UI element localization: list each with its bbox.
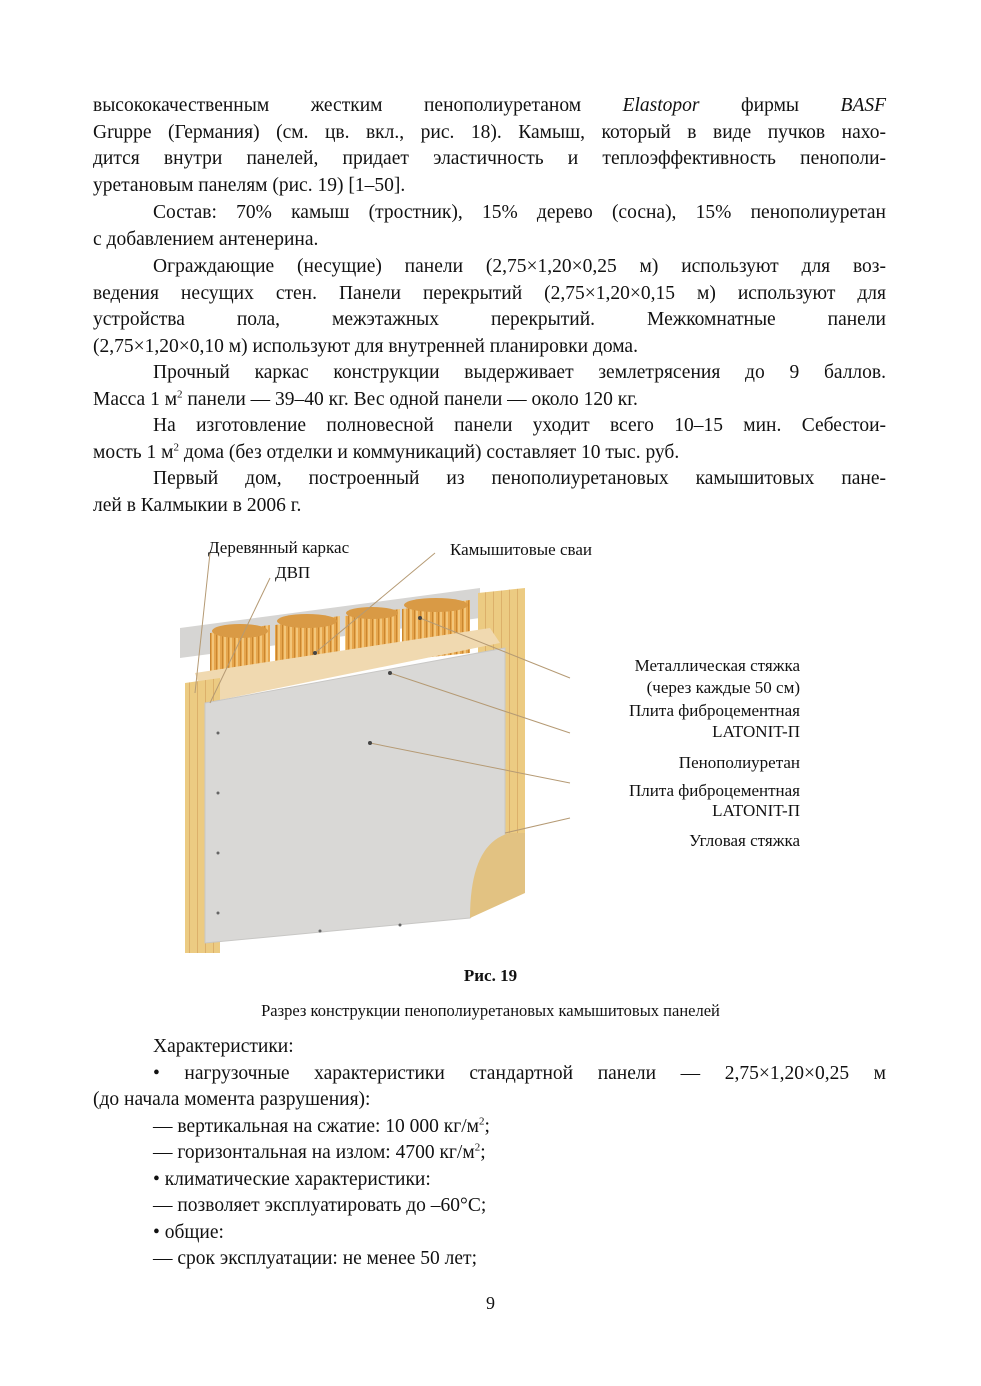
- char-line-1: • нагрузочные характеристики стандартной панели — 2,75×1,20×0,25 м: [153, 1062, 886, 1084]
- p5-line-2: мость 1 $м^2$ дома (без отделки и коммуникаций) составляет 10 тыс. руб.: [93, 441, 680, 463]
- p1-line-2: Gruppe (Германия) (см. цв. вкл., рис. 18). Камыш, который в виде пучков нахо-: [93, 121, 886, 143]
- char-line-7: • общие:: [153, 1221, 224, 1243]
- char-line-8: — срок эксплуатации: не менее 50 лет;: [153, 1248, 477, 1269]
- p1-line-4: уретановым панелям (рис. 19) [1–50].: [93, 174, 406, 196]
- label-fiber-plate-2: Плита фиброцементная: [629, 781, 800, 800]
- paragraph-4: [93, 360, 886, 413]
- char-line-6: — позволяет эксплуатировать до –60°С;: [153, 1195, 487, 1216]
- label-latonit-2: LATONIT-П: [712, 801, 800, 820]
- paragraph-5: [93, 413, 886, 466]
- p4-line-1: Прочный каркас конструкции выдерживает землетрясения до 9 баллов.: [153, 362, 886, 383]
- figure-caption: Разрез конструкции пенополиуретановых камышитовых панелей: [261, 1001, 720, 1020]
- label-latonit-1: LATONIT-П: [712, 722, 800, 741]
- char-line-5: • климатические характеристики:: [153, 1168, 431, 1190]
- p5-line-1: На изготовление полновесной панели уходит всего 10–15 мин. Себестои-: [153, 415, 886, 436]
- label-metal-tie: Металлическая стяжка: [634, 656, 800, 675]
- characteristics-block: [93, 1034, 886, 1273]
- p2-line-1: Состав: 70% камыш (тростник), 15% дерево (сосна), 15% пенополиуретан: [153, 202, 886, 223]
- label-corner-tie: Угловая стяжка: [689, 831, 800, 850]
- label-polyurethane-foam: Пенополиуретан: [678, 753, 800, 772]
- char-line-4: — горизонтальная на излом: 4700 $кг/м^2$;: [153, 1141, 486, 1163]
- figure-number: Рис. 19: [463, 966, 518, 985]
- p3-line-3: устройства пола, межэтажных перекрытий. Межкомнатные панели: [93, 309, 886, 330]
- label-metal-tie-interval: (через каждые 50 см): [646, 678, 800, 697]
- label-fiber-plate-1: Плита фиброцементная: [629, 701, 800, 720]
- char-line-3: — вертикальная на сжатие: 10 000 $кг/м^2$;: [153, 1115, 490, 1137]
- char-line-2: (до начала момента разрушения):: [93, 1089, 371, 1110]
- p6-line-1: Первый дом, построенный из пенополиуретановых камышитовых пане-: [153, 468, 886, 489]
- label-dvp: ДВП: [275, 563, 311, 582]
- paragraph-6: [93, 466, 886, 519]
- paragraph-1: [93, 93, 886, 199]
- paragraph-2: [93, 200, 886, 253]
- p1-line-1: высококачественным жестким пенополиуретаном Elastopor фирмы BASF: [93, 95, 887, 116]
- p4-line-2: Масса 1 $м^2$ панели — 39–40 кг. Вес одной панели — около 120 кг.: [93, 388, 638, 410]
- p3-line-2: ведения несущих стен. Панели перекрытий (2,75×1,20×0,15 м) используют для: [93, 282, 886, 304]
- p2-line-2: с добавлением антенерина.: [93, 228, 319, 250]
- paragraph-3: [93, 254, 886, 360]
- panel-cross-section-figure: [170, 533, 820, 963]
- characteristics-heading: Характеристики:: [153, 1036, 294, 1057]
- p3-line-1: Ограждающие (несущие) панели (2,75×1,20×0,25 м) используют для воз-: [153, 256, 886, 277]
- p6-line-2: лей в Калмыкии в 2006 г.: [93, 494, 302, 516]
- label-wooden-frame: Деревянный каркас: [208, 538, 350, 557]
- p1-line-3: дится внутри панелей, придает эластичность и теплоэффективность пенополи-: [93, 148, 886, 169]
- p3-line-4: (2,75×1,20×0,10 м) используют для внутренней планировки дома.: [93, 335, 638, 357]
- label-reed-piles: Камышитовые сваи: [450, 540, 592, 559]
- page-number: 9: [486, 1293, 495, 1313]
